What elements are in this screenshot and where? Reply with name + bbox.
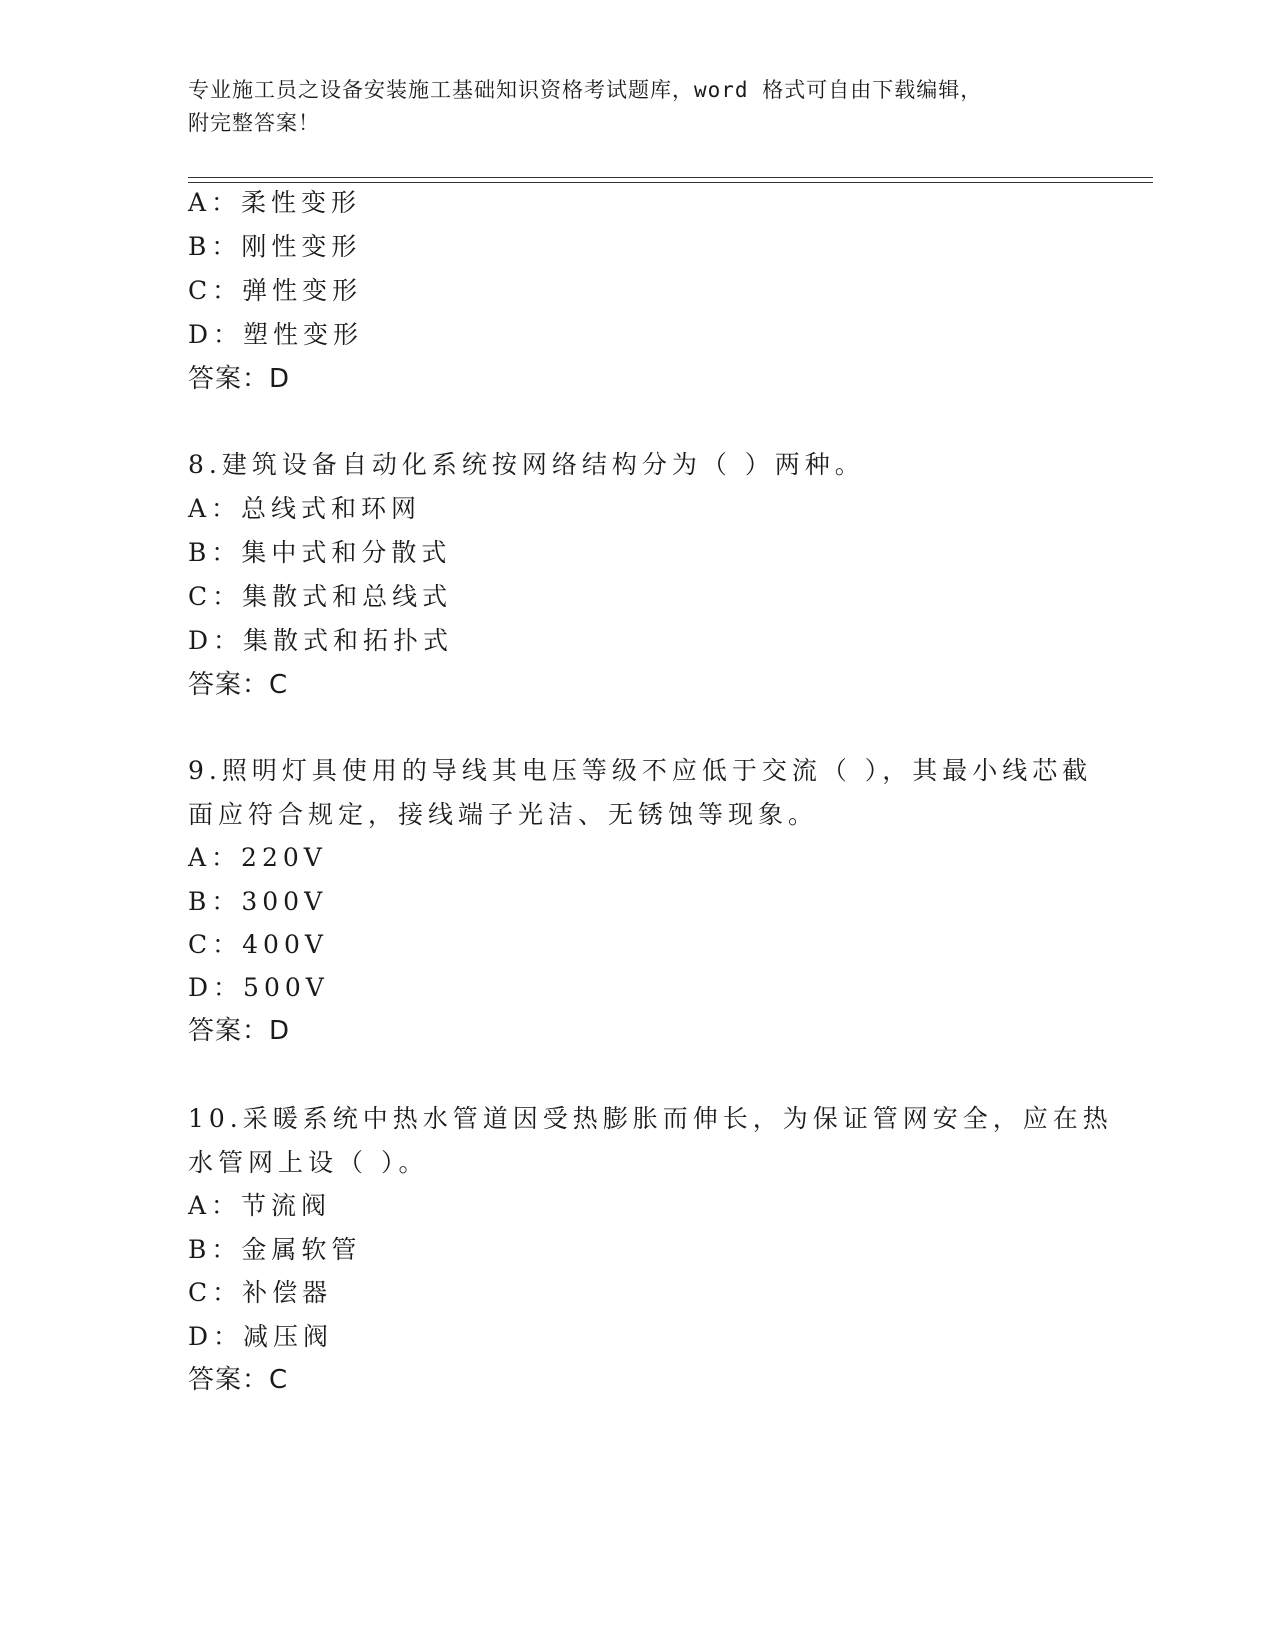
q9-stem-line-1: 9.照明灯具使用的导线其电压等级不应低于交流（ ），其最小线芯截 [188, 756, 1093, 785]
q10-option-c: C：补偿器 [188, 1278, 333, 1307]
q9-stem-line-2: 面应符合规定，接线端子光洁、无锈蚀等现象。 [188, 800, 819, 829]
q10-option-d: D：减压阀 [188, 1322, 334, 1351]
q8-option-c: C：集散式和总线式 [188, 582, 453, 611]
q8-option-a: A：总线式和环网 [188, 494, 422, 523]
q10-option-a: A：节流阀 [188, 1191, 332, 1220]
q7-option-a: A：柔性变形 [188, 188, 362, 217]
q10-answer: 答案：C [188, 1365, 289, 1395]
q10-option-b: B：金属软管 [188, 1235, 362, 1264]
q10-stem-line-1: 10.采暖系统中热水管道因受热膨胀而伸长，为保证管网安全，应在热 [188, 1104, 1113, 1133]
header-line-2: 附完整答案！ [188, 111, 320, 135]
q9-option-a: A：220V [188, 843, 327, 872]
q8-option-b: B：集中式和分散式 [188, 538, 452, 567]
q10-stem-line-2: 水管网上设（ ）。 [188, 1148, 429, 1177]
q9-option-c: C：400V [188, 930, 328, 959]
header-line-1: 专业施工员之设备安装施工基础知识资格考试题库，word 格式可自由下载编辑， [188, 78, 983, 102]
q8-answer: 答案：C [188, 670, 289, 700]
header-divider-bottom [188, 182, 1153, 183]
q8-stem-line-1: 8.建筑设备自动化系统按网络结构分为（ ）两种。 [188, 450, 865, 479]
q7-option-c: C：弹性变形 [188, 276, 363, 305]
document-header [188, 74, 1088, 140]
q9-option-b: B：300V [188, 887, 328, 916]
q7-option-d: D：塑性变形 [188, 320, 364, 349]
q8-option-d: D：集散式和拓扑式 [188, 626, 454, 655]
q9-option-d: D：500V [188, 973, 329, 1002]
q7-option-b: B：刚性变形 [188, 232, 362, 261]
header-divider-top [188, 177, 1153, 178]
q9-answer: 答案：D [188, 1016, 291, 1046]
q7-answer: 答案：D [188, 364, 291, 394]
